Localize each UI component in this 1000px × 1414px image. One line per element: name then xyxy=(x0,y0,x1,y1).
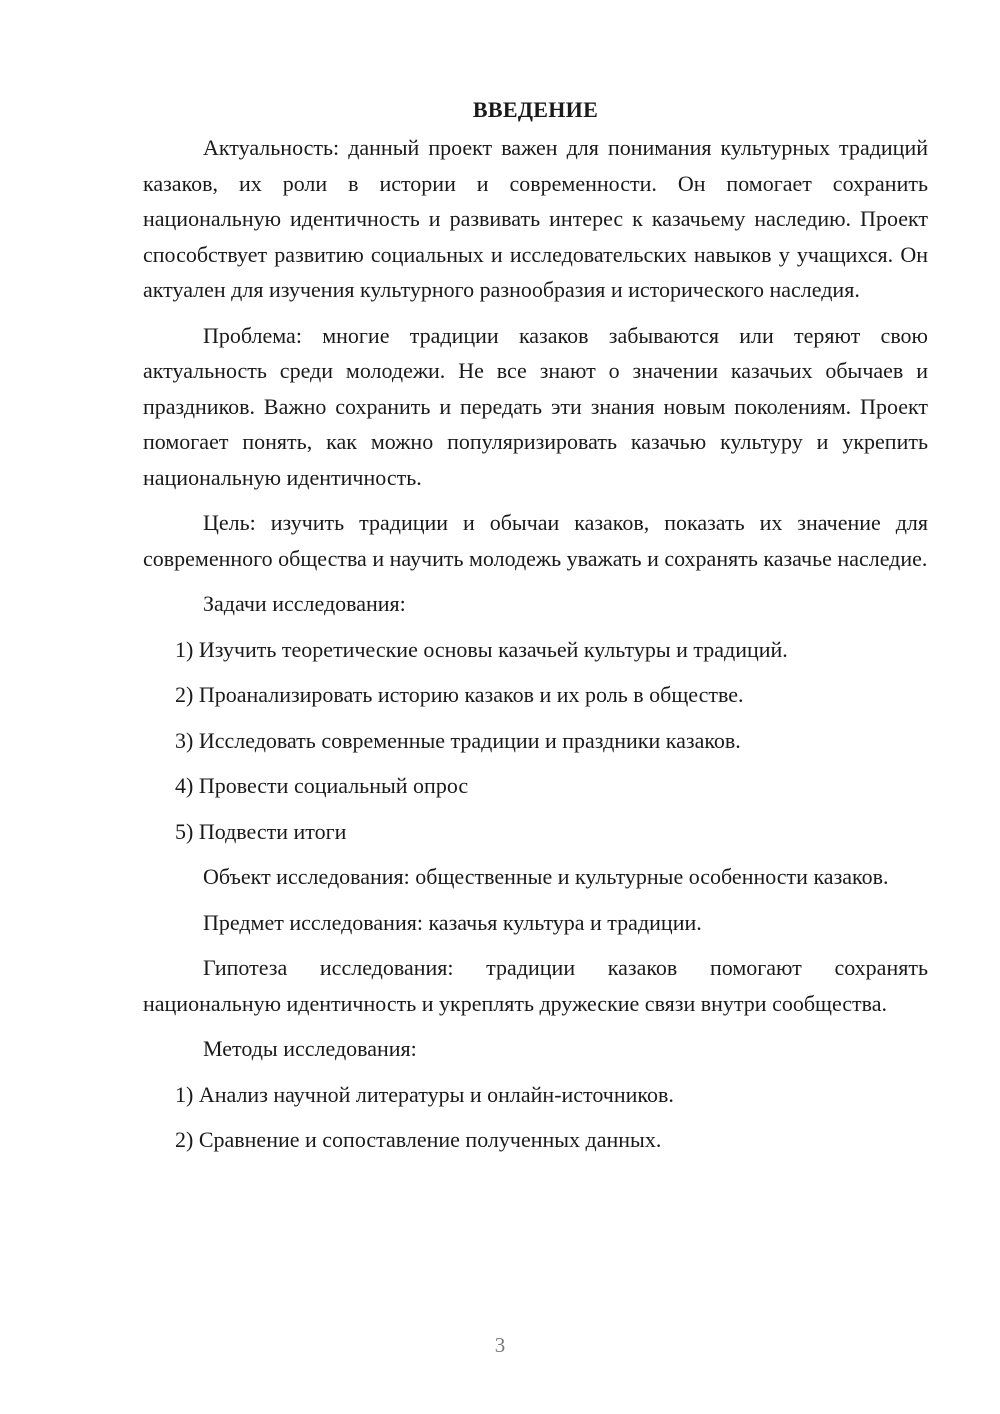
tasks-label: Задачи исследования: xyxy=(203,591,406,616)
paragraph-subject: Предмет исследования: казачья культура и традиции. xyxy=(203,909,702,935)
paragraph-goal: Цель: изучить традиции и обычаи казаков, показать их значение для современного общества и научить молодежь уважать и сохранять казачье наследие. xyxy=(143,510,928,571)
list-item: 3) Исследовать современные традиции и праздники казаков. xyxy=(175,727,741,753)
methods-list xyxy=(143,1077,928,1158)
paragraph-problem: Проблема: многие традиции казаков забываются или теряют свою актуальность среди молодежи. Не все знают о значении казачьих обычаев и праздников. Важно сохранить и передать эти знания новым поколениям. Проект помогает понять, как можно популяризировать казачью культуру и укрепить национальную идентичность. xyxy=(143,322,928,490)
page-number: 3 xyxy=(494,1333,506,1357)
list-item: 1) Изучить теоретические основы казачьей культуры и традиций. xyxy=(175,636,788,662)
page-title: ВВЕДЕНИЕ xyxy=(472,97,599,122)
methods-label: Методы исследования: xyxy=(203,1036,417,1061)
paragraph-object: Объект исследования: общественные и культурные особенности казаков. xyxy=(203,864,889,889)
paragraph-relevance: Актуальность: данный проект важен для понимания культурных традиций казаков, их роли в истории и современности. Он помогает сохранить национальную идентичность и развивать интерес к казачьему наследию. Проект способствует развитию социальных и исследовательских навыков у учащихся. Он актуален для изучения культурного разнообразия и исторического наследия. xyxy=(143,135,928,302)
list-item: 2) Проанализировать историю казаков и их роль в обществе. xyxy=(175,682,744,707)
list-item: 2) Сравнение и сопоставление полученных данных. xyxy=(175,1127,662,1152)
list-item: 1) Анализ научной литературы и онлайн-источников. xyxy=(175,1081,674,1107)
document-page xyxy=(143,92,928,1168)
list-item: 5) Подвести итоги xyxy=(175,818,347,844)
tasks-list xyxy=(143,632,928,850)
list-item: 4) Провести социальный опрос xyxy=(175,773,469,798)
paragraph-hypothesis: Гипотеза исследования: традиции казаков помогают сохранять национальную идентичность и укреплять дружеские связи внутри сообщества. xyxy=(143,955,928,1016)
